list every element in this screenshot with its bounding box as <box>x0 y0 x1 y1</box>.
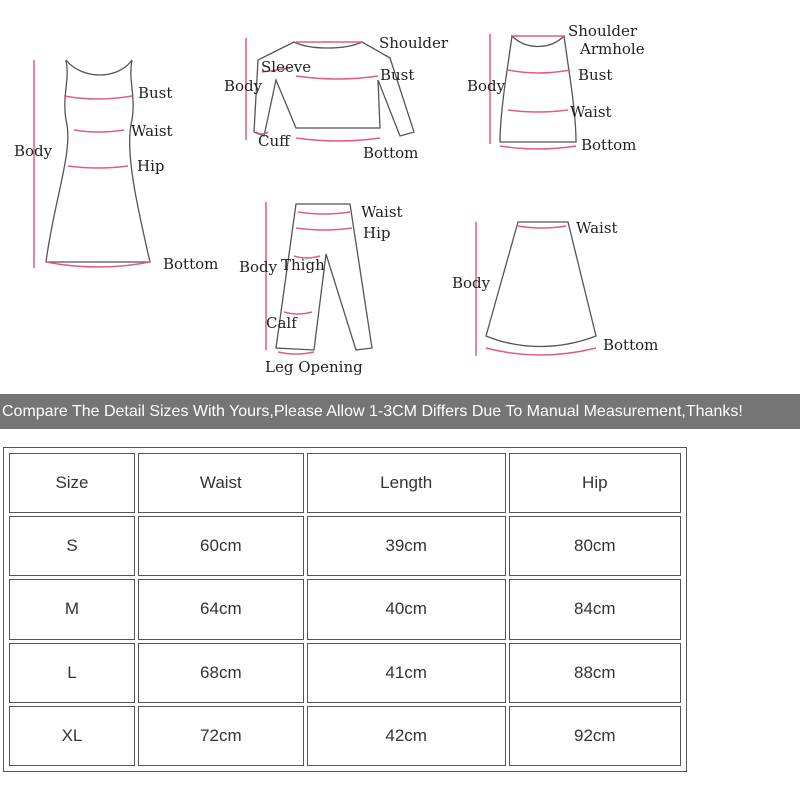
dress-bust-label: Bust <box>138 84 173 102</box>
dress-bottom-label: Bottom <box>163 255 219 273</box>
dress-bottom-measure <box>46 262 150 267</box>
pants-body-label: Body <box>239 258 278 276</box>
waist-cell: 68cm <box>138 643 304 703</box>
length-cell: 42cm <box>307 706 506 766</box>
table-row <box>9 516 681 576</box>
vest-waist-measure <box>508 110 568 112</box>
dress-waist-label: Waist <box>131 122 173 140</box>
skirt-bottom-measure <box>486 348 596 355</box>
vest-armhole-label: Armhole <box>580 40 645 58</box>
skirt-bottom-label: Bottom <box>603 336 659 354</box>
hip-cell: 88cm <box>509 643 681 703</box>
top-bust-measure <box>296 76 378 79</box>
top-cuff-label: Cuff <box>258 132 290 150</box>
skirt-body-label: Body <box>452 274 491 292</box>
header-length: Length <box>307 453 506 513</box>
top-outline <box>254 42 414 136</box>
skirt-waist-label: Waist <box>576 219 618 237</box>
vest-bottom-label: Bottom <box>581 136 637 154</box>
hip-cell: 80cm <box>509 516 681 576</box>
top-bottom-measure <box>296 138 380 141</box>
waist-cell: 64cm <box>138 579 304 639</box>
waist-cell: 72cm <box>138 706 304 766</box>
top-bust-label: Bust <box>380 66 415 84</box>
size-cell: L <box>9 643 135 703</box>
hip-cell: 84cm <box>509 579 681 639</box>
size-cell: XL <box>9 706 135 766</box>
header-hip: Hip <box>509 453 681 513</box>
pants-calf-label: Calf <box>266 314 297 332</box>
pants-waist-measure <box>298 212 350 214</box>
waist-cell: 60cm <box>138 516 304 576</box>
vest-outline <box>500 36 576 142</box>
pants-leg-opening-label: Leg Opening <box>265 358 363 376</box>
garment-illustrations <box>0 0 800 392</box>
hip-cell: 92cm <box>509 706 681 766</box>
vest-waist-label: Waist <box>570 103 612 121</box>
header-size: Size <box>9 453 135 513</box>
dress-bust-measure <box>64 96 132 99</box>
dress-waist-measure <box>74 130 124 132</box>
dress-body-label: Body <box>14 142 53 160</box>
size-cell: M <box>9 579 135 639</box>
vest-bust-measure <box>508 70 570 73</box>
length-cell: 41cm <box>307 643 506 703</box>
measurement-diagrams <box>0 0 800 392</box>
pants-thigh-label: Thigh <box>281 256 325 274</box>
measurement-notice-banner: Compare The Detail Sizes With Yours,Please Allow 1-3CM Differs Due To Manual Measurement,Thanks! <box>0 394 800 429</box>
vest-bottom-measure <box>500 146 576 149</box>
table-row <box>9 579 681 639</box>
pants-hip-label: Hip <box>363 224 391 242</box>
dress-hip-label: Hip <box>137 157 165 175</box>
vest-shoulder-label: Shoulder <box>568 22 638 40</box>
top-shoulder-label: Shoulder <box>379 34 449 52</box>
header-waist: Waist <box>138 453 304 513</box>
dress-hip-measure <box>68 166 128 168</box>
skirt-outline <box>486 222 596 347</box>
pants-leg-opening-measure <box>278 352 314 354</box>
length-cell: 40cm <box>307 579 506 639</box>
skirt-waist-measure <box>518 226 566 228</box>
table-row <box>9 706 681 766</box>
vest-bust-label: Bust <box>578 66 613 84</box>
vest-body-label: Body <box>467 77 506 95</box>
size-cell: S <box>9 516 135 576</box>
table-row <box>9 643 681 703</box>
top-bottom-label: Bottom <box>363 144 419 162</box>
pants-hip-measure <box>296 228 352 230</box>
size-chart <box>3 447 687 772</box>
pants-waist-label: Waist <box>361 203 403 221</box>
size-table <box>6 450 684 769</box>
top-sleeve-label: Sleeve <box>261 58 312 76</box>
length-cell: 39cm <box>307 516 506 576</box>
table-header-row <box>9 453 681 513</box>
dress-outline <box>46 60 150 262</box>
top-body-label: Body <box>224 77 263 95</box>
